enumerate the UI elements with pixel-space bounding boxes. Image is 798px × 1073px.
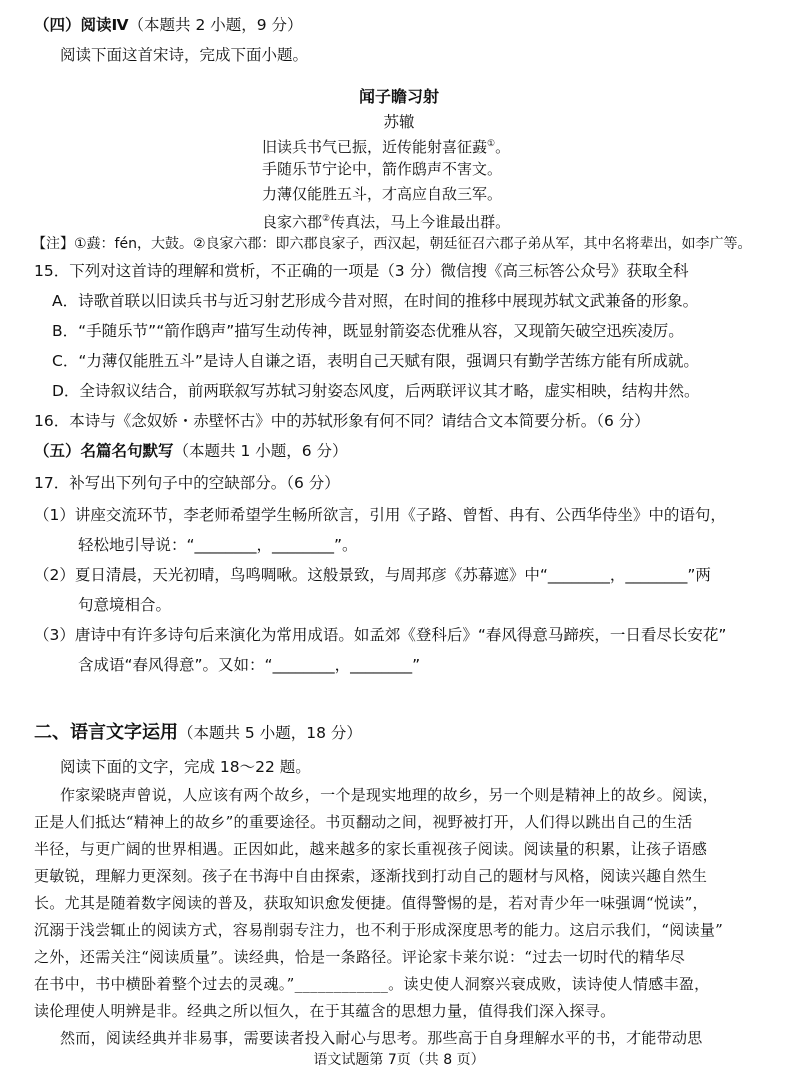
section-4-intro: 阅读下面这首宋诗，完成下面小题。: [60, 46, 309, 64]
question-17-item-2-line-2: 句意境相合。: [78, 596, 172, 614]
passage-line-8: 在书中，书中横卧着整个过去的灵魂。”____________。读史使人洞察兴衰成败，读诗使人情感丰盈，: [34, 975, 710, 993]
poem-line-4: 良家六郡②传真法，马上今谁最出群。: [262, 213, 511, 231]
part-2-title: 二、语言文字运用: [34, 722, 178, 743]
part-2-subtitle: （本题共 5 小题，18 分）: [178, 724, 362, 742]
section-5-title: （五）名篇名句默写: [34, 442, 174, 460]
passage-line-6: 沉溺于浅尝辄止的阅读方式，容易削弱专注力，也不利于形成深度思考的能力。这启示我们，“阅读量”: [34, 921, 724, 939]
passage-line-2: 正是人们抵达“精神上的故乡”的重要途径。书页翻动之间，视野被打开，人们得以跳出自己的生活: [34, 813, 693, 831]
section-5-heading: [34, 440, 348, 462]
section-5-subtitle: （本题共 1 小题，6 分）: [173, 442, 348, 460]
poem-line-2: 手随乐节宁论中，箭作鸱声不害文。: [262, 160, 503, 178]
section-4-heading: [34, 14, 303, 36]
poem-line-3: 力薄仅能胜五斗，才高应自敌三军。: [262, 185, 503, 203]
poem-author: 苏辙: [383, 113, 415, 131]
question-15-option-c: C．“力薄仅能胜五斗”是诗人自谦之语，表明自己天赋有限，强调只有勤学苦练方能有所成就。: [52, 352, 699, 370]
passage-line-3: 半径，与更广阔的世界相遇。正因如此，越来越多的家长重视孩子阅读。阅读量的积累，让孩子语感: [34, 840, 708, 858]
question-17-item-1-line-2: 轻松地引导说：“________，________”。: [78, 536, 358, 554]
question-17-item-3-line-2: 含成语“春风得意”。又如：“________，________”: [78, 656, 421, 674]
poem-note: 【注】①鼖：fén，大鼓。②良家六郡：即六郡良家子，西汉起，朝廷征召六郡子弟从军，其中名将辈出，如李广等。: [32, 236, 752, 252]
question-15-option-b: B．“手随乐节”“箭作鸱声”描写生动传神，既显射箭姿态优雅从容，又现箭矢破空迅疾凌厉。: [52, 322, 684, 340]
question-17-stem: 17．补写出下列句子中的空缺部分。（6 分）: [34, 474, 340, 492]
question-16-stem: 16．本诗与《念奴娇・赤壁怀古》中的苏轼形象有何不同？请结合文本简要分析。（6 分）: [34, 412, 650, 430]
poem-title: 闻子瞻习射: [358, 87, 439, 106]
question-17-item-2-line-1: （2）夏日清晨，天光初晴，鸟鸣啁啾。这般景致，与周邦彦《苏幕遮》中“________，________”两: [34, 566, 711, 584]
question-17-item-3-line-1: （3）唐诗中有许多诗句后来演化为常用成语。如孟郊《登科后》“春风得意马蹄疾，一日看尽长安花”: [34, 626, 727, 644]
question-15-option-a: A．诗歌首联以旧读兵书与近习射艺形成今昔对照，在时间的推移中展现苏轼文武兼备的形象。: [52, 292, 699, 310]
passage-line-4: 更敏锐，理解力更深刻。孩子在书海中自由探索，逐渐找到打动自己的题材与风格，阅读兴趣自然生: [34, 867, 708, 885]
passage-line-9: 读伦理使人明辨是非。经典之所以恒久，在于其蕴含的思想力量，值得我们深入探寻。: [34, 1002, 616, 1020]
part-2-heading: [34, 722, 362, 744]
part-2-intro: 阅读下面的文字，完成 18～22 题。: [60, 758, 311, 776]
question-15-option-d: D．全诗叙议结合，前两联叙写苏轼习射姿态风度，后两联评议其才略，虚实相映，结构井然。: [52, 382, 700, 400]
section-4-subtitle: （本题共 2 小题，9 分）: [128, 16, 303, 34]
question-15-stem: 15．下列对这首诗的理解和赏析，不正确的一项是（3 分）微信搜《高三标答公众号》获取全科: [34, 262, 689, 280]
passage-line-7: 之外，还需关注“阅读质量”。读经典，恰是一条路径。评论家卡莱尔说：“过去一切时代的精华尽: [34, 948, 686, 966]
page-footer: 语文试题第 7页（共 8 页）: [313, 1052, 485, 1068]
passage-line-5: 长。尤其是随着数字阅读的普及，获取知识愈发便捷。值得警惕的是，若对青少年一味强调“悦读”，: [34, 894, 708, 912]
section-4-title: （四）阅读Ⅳ: [34, 16, 129, 34]
passage-line-10: 然而，阅读经典并非易事，需要读者投入耐心与思考。那些高于自身理解水平的书，才能带动思: [60, 1029, 703, 1047]
passage-line-1: 作家梁晓声曾说，人应该有两个故乡，一个是现实地理的故乡，另一个则是精神上的故乡。阅读，: [60, 786, 718, 804]
poem-line-1: 旧读兵书气已振，近传能射喜征鼖①。: [262, 138, 511, 156]
question-17-item-1-line-1: （1）讲座交流环节，李老师希望学生畅所欲言，引用《子路、曾皙、冉有、公西华侍坐》中的语句，: [34, 506, 726, 524]
